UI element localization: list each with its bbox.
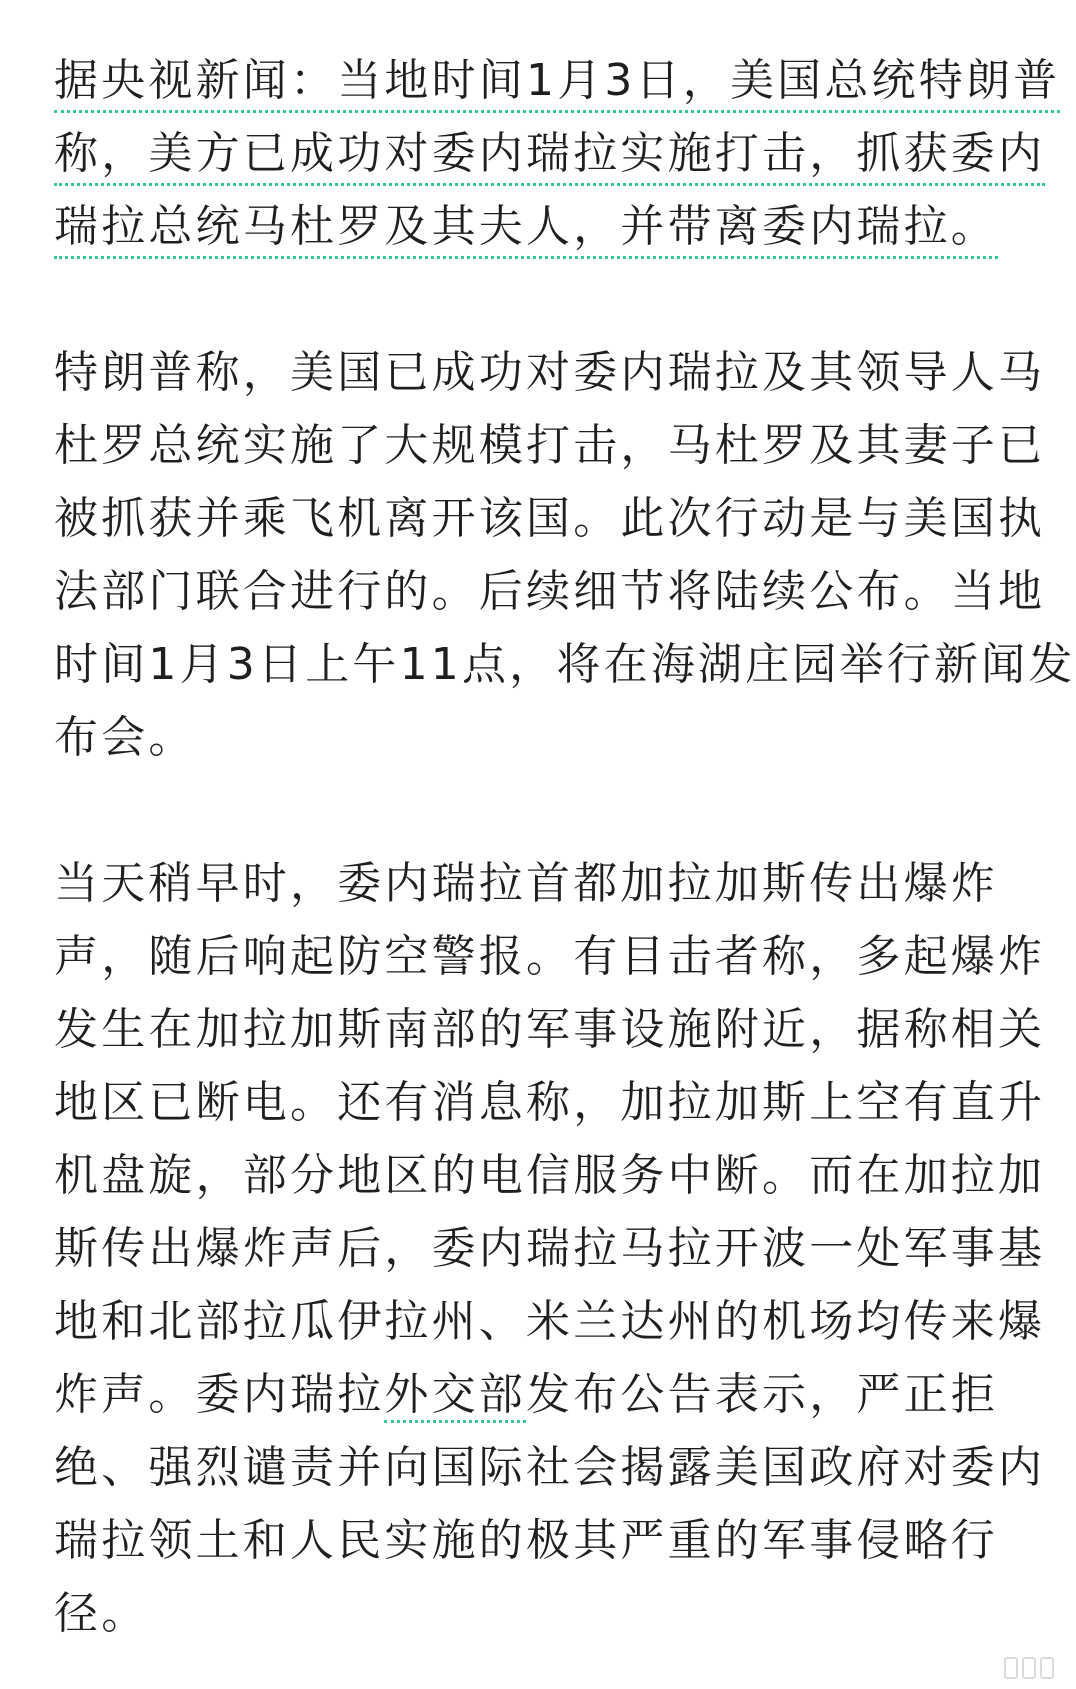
paragraph-3-line	[54, 1358, 1022, 1431]
watermark-bar-icon	[1004, 1657, 1018, 1679]
line-text-after-link: 发布公告表示，严正拒	[526, 1369, 999, 1420]
article-body	[54, 44, 1076, 1650]
paragraph-3-line: 斯传出爆炸声后，委内瑞拉马拉开波一处军事基	[54, 1223, 1046, 1274]
paragraph-3-line: 瑞拉领土和人民实施的极其严重的军事侵略行	[54, 1515, 998, 1566]
paragraph-2-line: 法部门联合进行的。后续细节将陆续公布。当地	[54, 566, 1046, 617]
paragraph-3-line: 地区已断电。还有消息称，加拉加斯上空有直升	[54, 1077, 1046, 1128]
paragraph-2-line: 杜罗总统实施了大规模打击，马杜罗及其妻子已	[54, 420, 1046, 471]
paragraph-1-line: 据央视新闻：当地时间1月3日，美国总统特朗普	[54, 44, 1022, 117]
paragraph-2-line: 时间1月3日上午11点，将在海湖庄园举行新闻发	[54, 639, 1076, 690]
line-text-before-link: 炸声。委内瑞拉	[54, 1369, 385, 1420]
paragraph-spacer	[54, 774, 1022, 847]
paragraph-2-line: 被抓获并乘飞机离开该国。此次行动是与美国执	[54, 493, 1046, 544]
paragraph-3-line: 声，随后响起防空警报。有目击者称，多起爆炸	[54, 931, 1046, 982]
watermark-bar-icon	[1022, 1657, 1036, 1679]
foreign-ministry-link[interactable]: 外交部	[384, 1369, 526, 1423]
paragraph-3-line: 径。	[54, 1588, 149, 1639]
paragraph-2	[54, 336, 1076, 774]
paragraph-3-line: 当天稍早时，委内瑞拉首都加拉加斯传出爆炸	[54, 858, 998, 909]
paragraph-3-line: 机盘旋，部分地区的电信服务中断。而在加拉加	[54, 1150, 1046, 1201]
paragraph-3-line: 发生在加拉加斯南部的军事设施附近，据称相关	[54, 1004, 1046, 1055]
paragraph-1-line: 瑞拉总统马杜罗及其夫人，并带离委内瑞拉。	[54, 190, 1022, 263]
paragraph-3-line: 绝、强烈谴责并向国际社会揭露美国政府对委内	[54, 1442, 1046, 1493]
paragraph-1-line: 称，美方已成功对委内瑞拉实施打击，抓获委内	[54, 117, 1022, 190]
weibo-watermark-icon	[1004, 1657, 1054, 1679]
paragraph-3	[54, 847, 1046, 1650]
paragraph-2-line: 特朗普称，美国已成功对委内瑞拉及其领导人马	[54, 347, 1046, 398]
paragraph-spacer	[54, 263, 1022, 336]
paragraph-3-line: 地和北部拉瓜伊拉州、米兰达州的机场均传来爆	[54, 1296, 1046, 1347]
paragraph-2-line: 布会。	[54, 712, 196, 763]
watermark-bar-icon	[1040, 1657, 1054, 1679]
paragraph-1[interactable]	[54, 44, 1061, 263]
